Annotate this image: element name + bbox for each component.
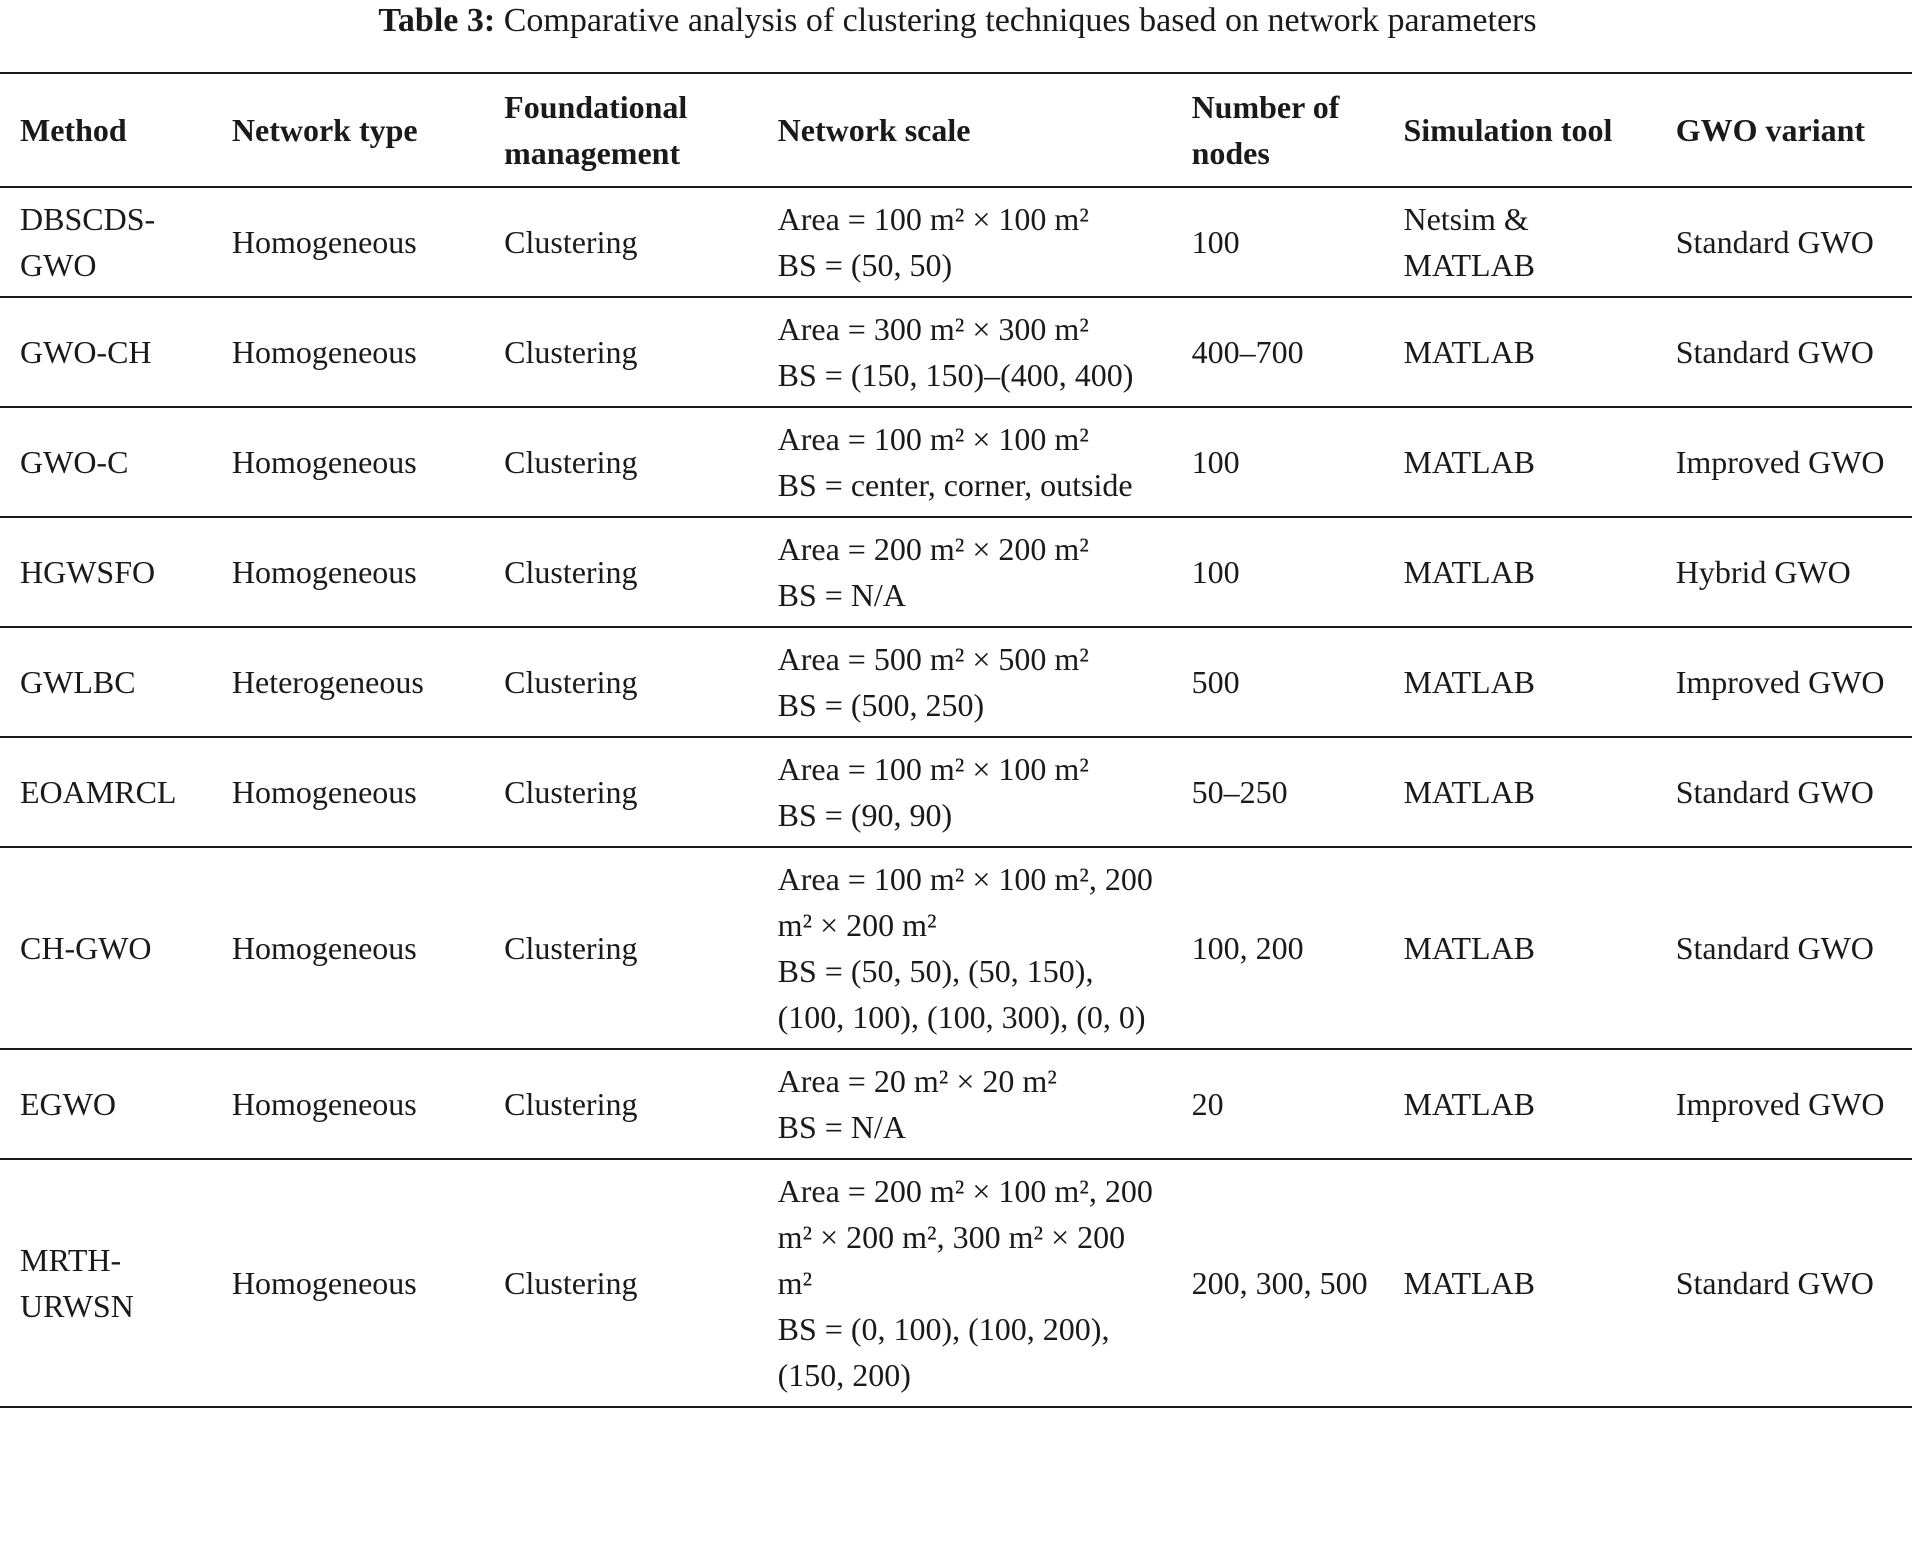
cell-gwo-variant: Improved GWO	[1656, 1049, 1912, 1159]
cell-management: Clustering	[484, 847, 757, 1049]
cell-gwo-variant: Hybrid GWO	[1656, 517, 1912, 627]
cell-simulation-tool: MATLAB	[1383, 517, 1655, 627]
table-row	[0, 1049, 1912, 1159]
cell-network-scale-line: BS = (90, 90)	[777, 797, 953, 833]
cell-method: HGWSFO	[0, 517, 212, 627]
cell-simulation-tool: MATLAB	[1383, 737, 1655, 847]
cell-method: EGWO	[0, 1049, 212, 1159]
header-network-scale: Network scale	[758, 73, 1172, 187]
header-method: Method	[0, 73, 212, 187]
cell-number-of-nodes: 20	[1172, 1049, 1384, 1159]
cell-network-type: Homogeneous	[212, 517, 484, 627]
cell-network-scale	[758, 407, 1172, 517]
cell-network-scale	[758, 847, 1172, 1049]
cell-method: MRTH-URWSN	[0, 1159, 212, 1407]
cell-gwo-variant: Standard GWO	[1656, 847, 1912, 1049]
cell-network-scale-line: Area = 100 m² × 100 m²	[777, 751, 1089, 787]
cell-network-scale-line: BS = (0, 100), (100, 200), (150, 200)	[777, 1311, 1110, 1393]
cell-network-scale-line: BS = (50, 50)	[777, 247, 953, 283]
table-row	[0, 407, 1912, 517]
cell-network-scale-line: BS = (500, 250)	[777, 687, 985, 723]
table-caption	[0, 0, 1915, 42]
cell-simulation-tool: MATLAB	[1383, 847, 1655, 1049]
cell-network-type: Homogeneous	[212, 187, 484, 297]
cell-network-scale-line: Area = 200 m² × 100 m², 200 m² × 200 m², 300 m² × 200 m²	[777, 1173, 1153, 1301]
table-row	[0, 517, 1912, 627]
cell-management: Clustering	[484, 517, 757, 627]
header-network-type: Network type	[212, 73, 484, 187]
cell-management: Clustering	[484, 1049, 757, 1159]
table-row	[0, 1159, 1912, 1407]
cell-number-of-nodes: 100	[1172, 187, 1384, 297]
cell-management: Clustering	[484, 737, 757, 847]
cell-number-of-nodes: 500	[1172, 627, 1384, 737]
cell-gwo-variant: Standard GWO	[1656, 737, 1912, 847]
cell-network-scale-line: Area = 500 m² × 500 m²	[777, 641, 1089, 677]
header-simulation-tool: Simulation tool	[1383, 73, 1655, 187]
cell-number-of-nodes: 100, 200	[1172, 847, 1384, 1049]
cell-simulation-tool: Netsim & MATLAB	[1383, 187, 1655, 297]
cell-network-scale-line: Area = 200 m² × 200 m²	[777, 531, 1089, 567]
cell-management: Clustering	[484, 187, 757, 297]
cell-management: Clustering	[484, 407, 757, 517]
cell-network-scale	[758, 297, 1172, 407]
table-row	[0, 737, 1912, 847]
cell-simulation-tool: MATLAB	[1383, 1159, 1655, 1407]
cell-network-scale-line: BS = N/A	[777, 1109, 906, 1145]
cell-number-of-nodes: 400–700	[1172, 297, 1384, 407]
table-row	[0, 627, 1912, 737]
cell-number-of-nodes: 100	[1172, 407, 1384, 517]
table-row	[0, 847, 1912, 1049]
cell-network-scale	[758, 737, 1172, 847]
cell-method: GWO-CH	[0, 297, 212, 407]
comparison-table	[0, 72, 1912, 1408]
header-gwo-variant: GWO variant	[1656, 73, 1912, 187]
cell-number-of-nodes: 50–250	[1172, 737, 1384, 847]
cell-network-scale	[758, 1159, 1172, 1407]
header-number-of-nodes: Number of nodes	[1172, 73, 1384, 187]
cell-number-of-nodes: 200, 300, 500	[1172, 1159, 1384, 1407]
cell-network-scale-line: BS = (150, 150)–(400, 400)	[777, 357, 1134, 393]
cell-simulation-tool: MATLAB	[1383, 1049, 1655, 1159]
table-body	[0, 187, 1912, 1407]
cell-management: Clustering	[484, 627, 757, 737]
cell-number-of-nodes: 100	[1172, 517, 1384, 627]
cell-method: EOAMRCL	[0, 737, 212, 847]
cell-network-type: Homogeneous	[212, 1049, 484, 1159]
cell-network-type: Homogeneous	[212, 407, 484, 517]
cell-method: CH-GWO	[0, 847, 212, 1049]
header-row	[0, 73, 1912, 187]
cell-network-scale	[758, 187, 1172, 297]
cell-management: Clustering	[484, 297, 757, 407]
cell-network-type: Homogeneous	[212, 847, 484, 1049]
cell-network-scale	[758, 1049, 1172, 1159]
cell-simulation-tool: MATLAB	[1383, 407, 1655, 517]
cell-network-scale-line: Area = 100 m² × 100 m²	[777, 201, 1089, 237]
cell-network-scale-line: Area = 20 m² × 20 m²	[777, 1063, 1057, 1099]
table-row	[0, 187, 1912, 297]
cell-simulation-tool: MATLAB	[1383, 627, 1655, 737]
cell-method: DBSCDS-GWO	[0, 187, 212, 297]
cell-network-scale	[758, 517, 1172, 627]
cell-network-scale-line: BS = N/A	[777, 577, 906, 613]
cell-network-scale-line: Area = 100 m² × 100 m²	[777, 421, 1089, 457]
cell-network-scale-line: BS = (50, 50), (50, 150), (100, 100), (100, 300), (0, 0)	[777, 953, 1146, 1035]
cell-gwo-variant: Standard GWO	[1656, 297, 1912, 407]
header-foundational-management: Foundational management	[484, 73, 757, 187]
cell-network-scale-line: Area = 300 m² × 300 m²	[777, 311, 1089, 347]
cell-network-type: Homogeneous	[212, 1159, 484, 1407]
cell-network-scale-line: Area = 100 m² × 100 m², 200 m² × 200 m²	[777, 861, 1153, 943]
cell-network-scale	[758, 627, 1172, 737]
cell-network-type: Homogeneous	[212, 737, 484, 847]
cell-method: GWLBC	[0, 627, 212, 737]
caption-label: Table 3:	[378, 2, 496, 39]
cell-method: GWO-C	[0, 407, 212, 517]
cell-gwo-variant: Improved GWO	[1656, 627, 1912, 737]
cell-gwo-variant: Standard GWO	[1656, 1159, 1912, 1407]
cell-network-scale-line: BS = center, corner, outside	[777, 467, 1133, 503]
cell-network-type: Heterogeneous	[212, 627, 484, 737]
cell-gwo-variant: Improved GWO	[1656, 407, 1912, 517]
cell-network-type: Homogeneous	[212, 297, 484, 407]
caption-text: Comparative analysis of clustering techniques based on network parameters	[495, 2, 1537, 39]
table-row	[0, 297, 1912, 407]
cell-management: Clustering	[484, 1159, 757, 1407]
cell-simulation-tool: MATLAB	[1383, 297, 1655, 407]
cell-gwo-variant: Standard GWO	[1656, 187, 1912, 297]
